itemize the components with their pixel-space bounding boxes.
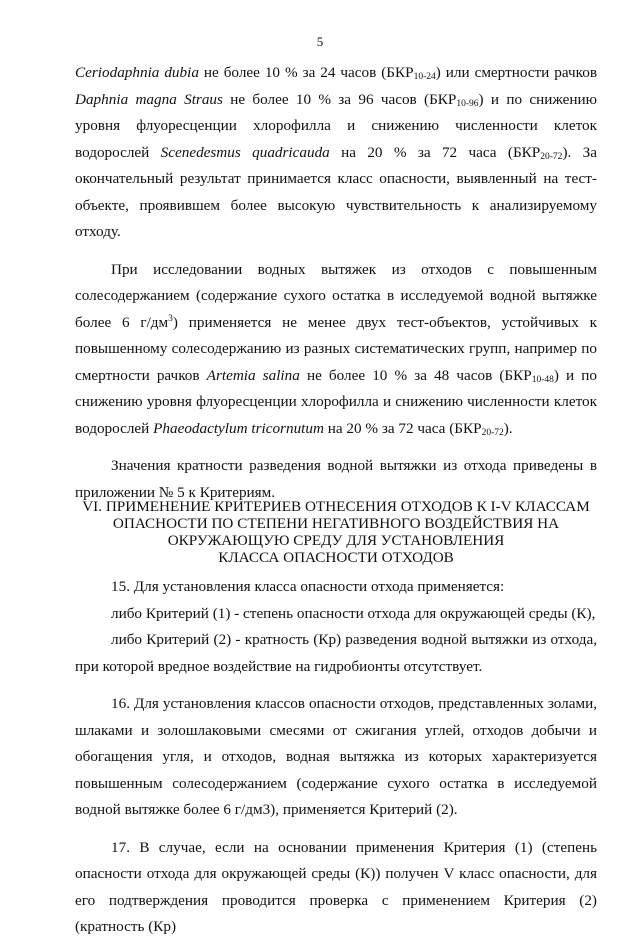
paragraph-16: 16. Для установления классов опасности отходов, представленных золами, шлаками и золошлаковыми смесями от сжигания углей, отходов добычи и обогащения угля, и отходов, водная вытяжка из которых характеризуется повышенным солесодержанием (содержание сухого остатка в исследуемой водной вытяжке более 6 г/дм3), применяется Критерий (2). [75, 695, 597, 818]
species-name: Scenedesmus quadricauda [160, 143, 330, 161]
text-run: ) или смертности рачков [435, 64, 597, 81]
paragraph-15-option-1: либо Критерий (1) - степень опасности отхода для окружающей среды (К), [111, 604, 596, 622]
text-run: ) применяется не менее двух тест-объектов, устойчивых к повышенному солесодержанию из разных систематических групп, например по смертности рачков [75, 313, 598, 384]
text-run: не более 10 % за 96 часов (БКР [222, 90, 457, 108]
subscript: 10-48 [531, 374, 554, 385]
subscript: 10-96 [456, 98, 479, 109]
paragraph-17: 17. В случае, если на основании применения Критерия (1) (степень опасности отхода для окружающей среды (К)) получен V класс опасности, для его подтверждения проводится проверка с применением Критерия (2) (кратность (Кр) [75, 838, 597, 935]
text-run: на 20 % за 72 часа (БКР [323, 419, 482, 437]
paragraph-salinity [75, 257, 597, 443]
text-run: При исследовании водных вытяжек из отходов с повышенным солесодержанием (содержание сухого остатка в исследуемой водной вытяжке более 6 г/дм [75, 260, 597, 331]
text-run: ). [503, 419, 513, 437]
text-block-lower [75, 574, 597, 941]
paragraph-15-option-2: либо Критерий (2) - кратность (Кр) разведения водной вытяжки из отхода, при которой вредное воздействие на гидробионты отсутствует. [75, 631, 597, 675]
paragraph-test-objects [75, 60, 597, 246]
page-number: 5 [316, 34, 324, 49]
heading-line: ОКРУЖАЮЩУЮ СРЕДУ ДЛЯ УСТАНОВЛЕНИЯ [167, 532, 505, 549]
species-name: Artemia salina [206, 366, 300, 384]
text-run: ) и по снижению уровня флуоресценции хлорофилла и снижению численности клеток водорослей [75, 366, 597, 437]
heading-line: КЛАССА ОПАСНОСТИ ОТХОДОВ [218, 549, 454, 566]
subscript: 20-72 [540, 151, 563, 162]
text-run: ). За окончательный результат принимается класс опасности, выявленный на тест-объекте, проявившем более высокую чувствительность к анализируемому отходу. [75, 143, 597, 240]
heading-line: VI. ПРИМЕНЕНИЕ КРИТЕРИЕВ ОТНЕСЕНИЯ ОТХОДОВ К I-V КЛАССАМ [82, 498, 590, 515]
species-name: Ceriodaphnia dubia [75, 64, 199, 81]
text-run: на 20 % за 72 часа (БКР [329, 143, 541, 161]
text-block-upper [75, 60, 597, 506]
paragraph-15: 15. Для установления класса опасности отхода применяется: [111, 578, 505, 595]
paragraph-dilution-values: Значения кратности разведения водной вытяжки из отхода приведены в приложении № 5 к Критериям. [75, 457, 597, 501]
section-heading [75, 498, 597, 566]
species-name: Daphnia magna Straus [75, 90, 223, 108]
subscript: 10-24 [413, 72, 436, 82]
species-name: Phaeodactylum tricornutum [153, 419, 324, 437]
heading-line: ОПАСНОСТИ ПО СТЕПЕНИ НЕГАТИВНОГО ВОЗДЕЙСТВИЯ НА [112, 515, 560, 532]
subscript: 20-72 [481, 427, 504, 438]
text-run: ) и по снижению уровня флуоресценции хлорофилла и снижению численности клеток водорослей [75, 90, 597, 161]
text-run: не более 10 % за 24 часов (БКР [198, 64, 414, 81]
text-run: не более 10 % за 48 часов (БКР [299, 366, 532, 384]
superscript: 3 [168, 313, 173, 324]
